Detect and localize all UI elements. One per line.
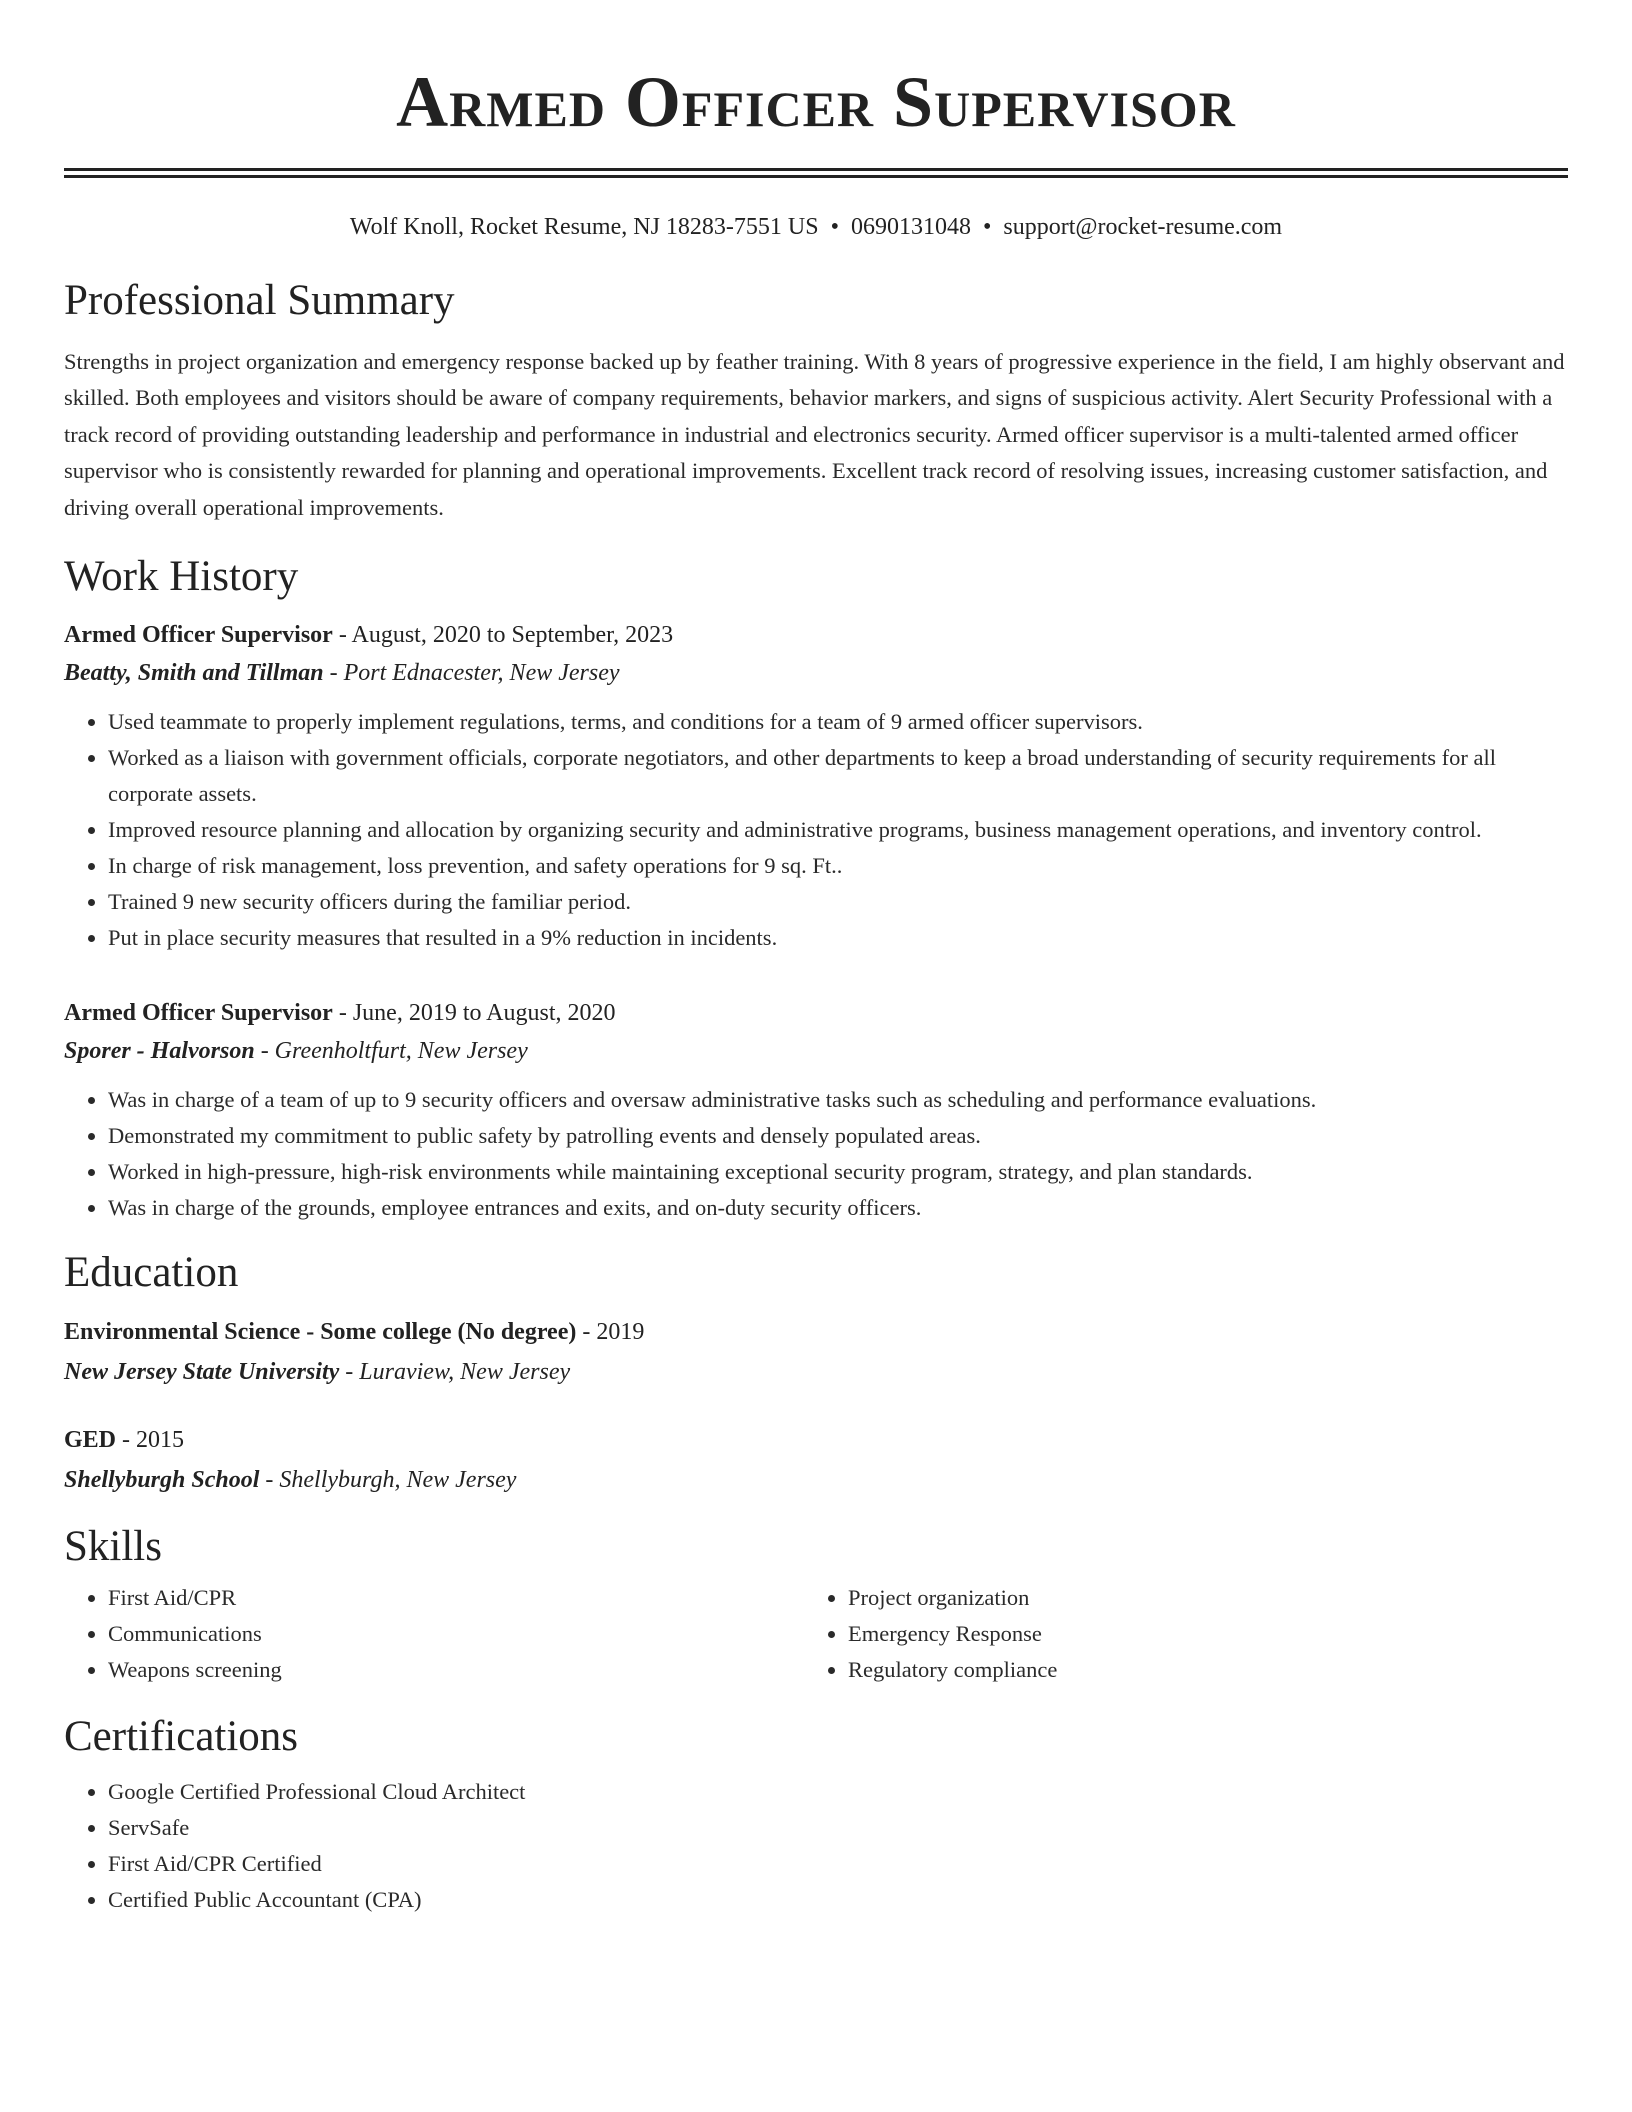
education-heading: Education — [64, 1249, 239, 1297]
school-name: New Jersey State University — [64, 1359, 340, 1386]
skills-heading: Skills — [64, 1523, 162, 1571]
certification-item: • First Aid/CPR Certified — [108, 1846, 1568, 1882]
job-duties-list — [64, 704, 1568, 956]
contact-separator: • — [983, 214, 992, 240]
school-line — [64, 1460, 1568, 1500]
job-duty: • In charge of risk management, loss prevention, and safety operations for 9 sq. Ft.. — [108, 848, 1568, 884]
degree-line — [64, 1312, 1568, 1352]
job-role: Armed Officer Supervisor — [64, 622, 333, 649]
job-entry — [64, 616, 1568, 956]
job-duty: • Demonstrated my commitment to public safety by patrolling events and densely populated areas. — [108, 1118, 1568, 1154]
degree-year: - 2019 — [576, 1319, 645, 1346]
job-duty: • Worked as a liaison with government officials, corporate negotiators, and other departments to keep a broad understanding of security requirements for all corporate assets. — [108, 740, 1568, 812]
job-duty: • Worked in high-pressure, high-risk environments while maintaining exceptional security program, strategy, and plan standards. — [108, 1154, 1568, 1190]
school-location: - Luraview, New Jersey — [339, 1359, 571, 1386]
job-duty: • Used teammate to properly implement regulations, terms, and conditions for a team of 9 armed officer supervisors. — [108, 704, 1568, 740]
school-line — [64, 1352, 1568, 1392]
skills-columns — [64, 1580, 1568, 1688]
job-duty: • Trained 9 new security officers during the familiar period. — [108, 884, 1568, 920]
education-entry — [64, 1312, 1568, 1392]
summary-text: Strengths in project organization and emergency response backed up by feather training. With 8 years of progressive experience in the field, I am highly observant and skilled. Both employees and visitors should be aware of company requirements, behavior markers, and signs of suspicious activity. Alert Security Professional with a track record of providing outstanding leadership and performance in industrial and electronics security. Armed officer supervisor is a multi-talented armed officer supervisor who is consistently rewarded for planning and operational improvements. Excellent track record of resolving issues, increasing customer satisfaction, and driving overall operational improvements. — [64, 349, 1565, 520]
job-title-line — [64, 616, 1568, 654]
job-duty: • Was in charge of the grounds, employee entrances and exits, and on-duty security officers. — [108, 1190, 1568, 1226]
degree-line — [64, 1420, 1568, 1460]
employer-name: Sporer - Halvorson — [64, 1038, 255, 1065]
contact-separator: • — [830, 214, 839, 240]
contact-phone: 0690131048 — [851, 214, 971, 240]
skill-item: • First Aid/CPR — [108, 1580, 804, 1616]
school-location: - Shellyburgh, New Jersey — [259, 1467, 517, 1494]
degree-year: - 2015 — [116, 1427, 185, 1454]
contact-email: support@rocket-resume.com — [1003, 214, 1283, 240]
job-dates: - June, 2019 to August, 2020 — [332, 1000, 616, 1027]
certification-item: • ServSafe — [108, 1810, 1568, 1846]
employer-line — [64, 1032, 1568, 1070]
certification-item: • Certified Public Accountant (CPA) — [108, 1882, 1568, 1918]
job-dates: - August, 2020 to September, 2023 — [332, 622, 674, 649]
employer-line — [64, 654, 1568, 692]
certifications-list — [64, 1774, 1568, 1918]
employer-location: - Port Ednacester, New Jersey — [323, 660, 620, 687]
degree-name: GED — [64, 1427, 117, 1454]
school-name: Shellyburgh School — [64, 1467, 260, 1494]
job-duty: • Put in place security measures that resulted in a 9% reduction in incidents. — [108, 920, 1568, 956]
skill-item: • Emergency Response — [848, 1616, 1568, 1652]
job-role: Armed Officer Supervisor — [64, 1000, 333, 1027]
summary-heading: Professional Summary — [64, 277, 455, 324]
candidate-name: Armed Officer Supervisor — [396, 62, 1236, 142]
job-entry — [64, 994, 1568, 1226]
skills-list-left — [64, 1580, 804, 1688]
employer-name: Beatty, Smith and Tillman — [64, 660, 324, 687]
header-double-rule — [64, 168, 1568, 178]
certification-item: • Google Certified Professional Cloud Architect — [108, 1774, 1568, 1810]
skills-list-right — [804, 1580, 1568, 1688]
work-history-heading: Work History — [64, 553, 299, 601]
education-entry — [64, 1420, 1568, 1500]
contact-line — [64, 212, 1568, 242]
skill-item: • Communications — [108, 1616, 804, 1652]
degree-name: Environmental Science - Some college (No degree) — [64, 1319, 577, 1346]
job-duty: • Improved resource planning and allocation by organizing security and administrative programs, business management operations, and inventory control. — [108, 812, 1568, 848]
skill-item: • Regulatory compliance — [848, 1652, 1568, 1688]
skill-item: • Project organization — [848, 1580, 1568, 1616]
job-title-line — [64, 994, 1568, 1032]
certifications-heading: Certifications — [64, 1713, 299, 1761]
skill-item: • Weapons screening — [108, 1652, 804, 1688]
employer-location: - Greenholtfurt, New Jersey — [254, 1038, 528, 1065]
job-duties-list — [64, 1082, 1568, 1226]
contact-address: Wolf Knoll, Rocket Resume, NJ 18283-7551 US — [349, 214, 819, 240]
job-duty: • Was in charge of a team of up to 9 security officers and oversaw administrative tasks such as scheduling and performance evaluations. — [108, 1082, 1568, 1118]
